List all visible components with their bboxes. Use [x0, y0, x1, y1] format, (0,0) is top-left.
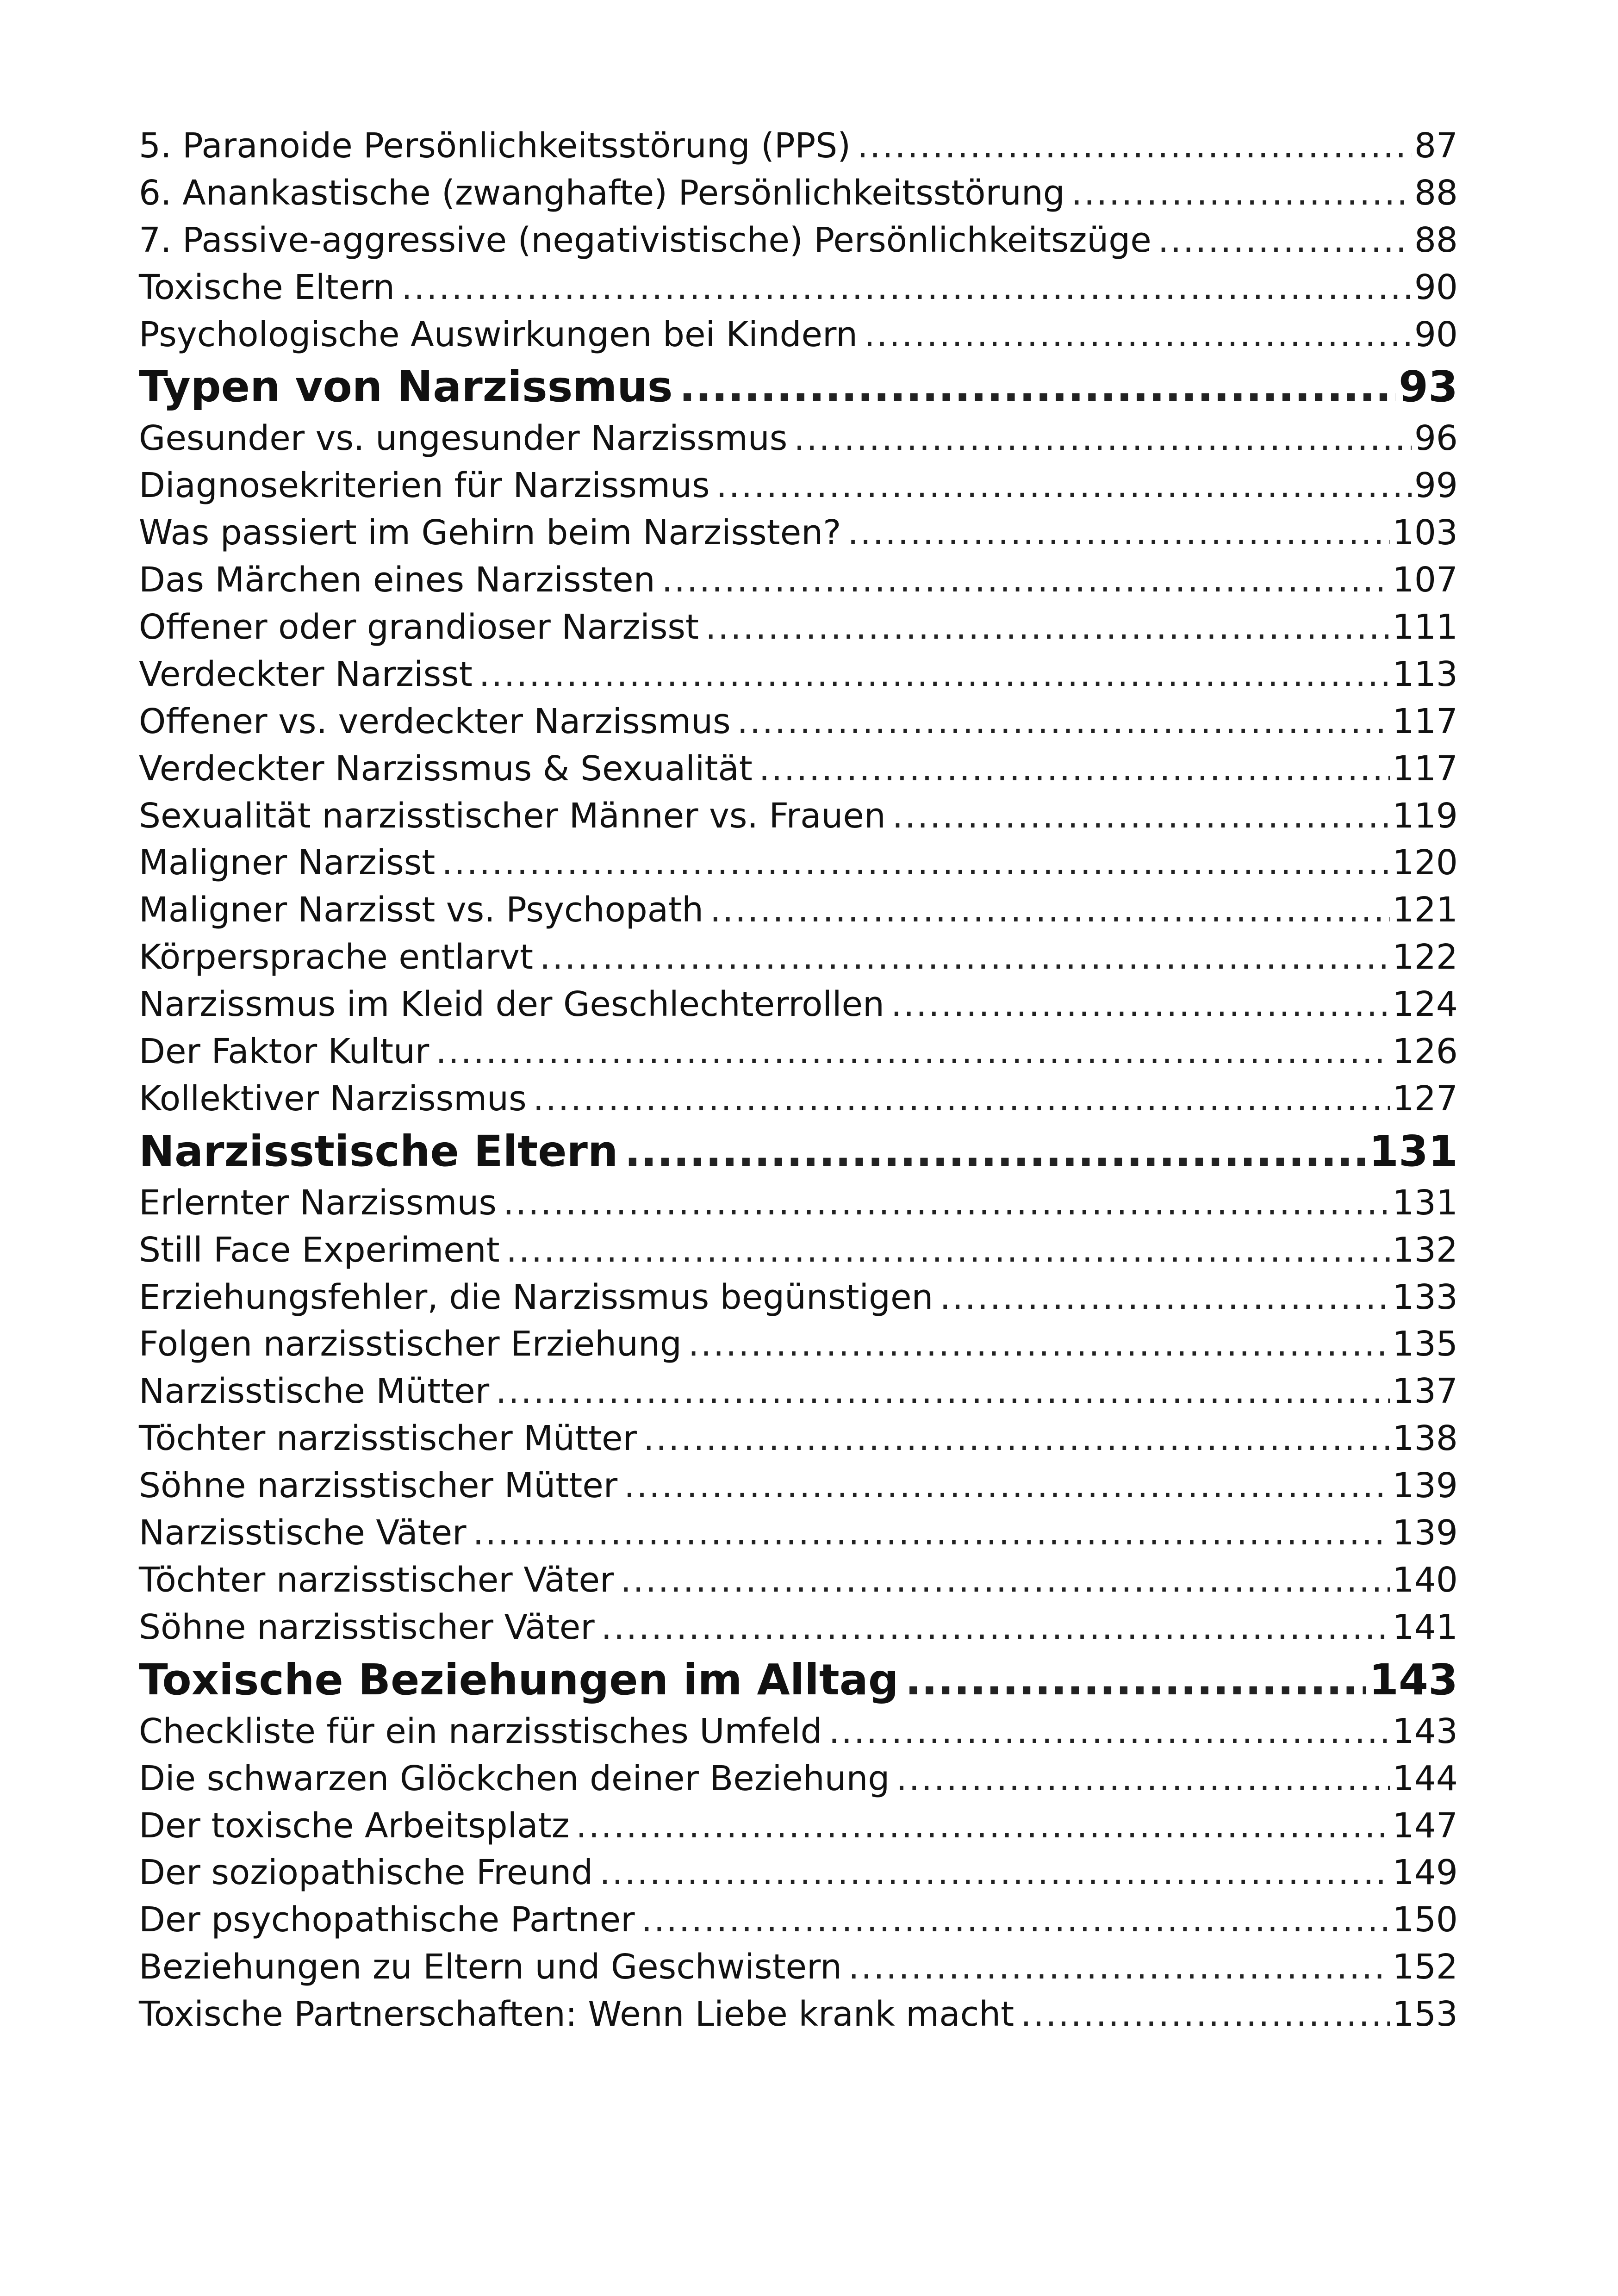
toc-entry: [139, 698, 1458, 746]
toc-dot-leader: [857, 123, 1412, 170]
toc-entry-page-number: 96: [1414, 418, 1458, 459]
toc-entry-page-number: 103: [1392, 513, 1458, 553]
toc-dot-leader: [679, 358, 1396, 415]
toc-entry-page-number: 140: [1392, 1560, 1458, 1600]
toc-entry-page-number: 137: [1392, 1371, 1458, 1412]
toc-entry-title: Maligner Narzisst: [139, 843, 436, 883]
toc-entry-title: Der Faktor Kultur: [139, 1032, 429, 1072]
toc-entry-title: Sexualität narzisstischer Männer vs. Frauen: [139, 796, 886, 836]
toc-dot-leader: [705, 604, 1390, 651]
toc-entry: [139, 170, 1458, 217]
toc-entry: [139, 981, 1458, 1028]
toc-entry-page-number: 147: [1392, 1805, 1458, 1846]
toc-entry-page-number: 117: [1392, 748, 1458, 789]
toc-entry-title: Narzisstische Väter: [139, 1513, 467, 1553]
toc-entry-title: Narzisstische Mütter: [139, 1371, 490, 1412]
toc-dot-leader: [620, 1557, 1389, 1604]
toc-entry-page-number: 88: [1414, 173, 1458, 213]
toc-entry-title: Still Face Experiment: [139, 1230, 500, 1270]
toc-entry-page-number: 144: [1392, 1758, 1458, 1798]
toc-dot-leader: [540, 934, 1390, 981]
toc-entry-title: 5. Paranoide Persönlichkeitsstörung (PPS): [139, 126, 851, 166]
toc-entry-title: Beziehungen zu Eltern und Geschwistern: [139, 1947, 842, 1987]
toc-dot-leader: [641, 1897, 1390, 1944]
toc-entry-page-number: 132: [1392, 1230, 1458, 1270]
toc-entry-page-number: 107: [1392, 560, 1458, 600]
toc-entry: [139, 1274, 1458, 1321]
toc-entry-title: Offener vs. verdeckter Narzissmus: [139, 701, 731, 741]
toc-entry-title: Toxische Partnerschaften: Wenn Liebe krank macht: [139, 1994, 1014, 2035]
toc-entry-title: Söhne narzisstischer Mütter: [139, 1466, 618, 1506]
toc-dot-leader: [716, 462, 1412, 510]
toc-entry: [139, 1803, 1458, 1850]
toc-entry-page-number: 126: [1392, 1032, 1458, 1072]
toc-dot-leader: [599, 1849, 1390, 1897]
toc-entry-page-number: 135: [1392, 1324, 1458, 1364]
toc-entry-page-number: 153: [1392, 1994, 1458, 2035]
toc-entry-page-number: 149: [1392, 1853, 1458, 1893]
toc-entry: [139, 415, 1458, 462]
toc-entry-page-number: 141: [1392, 1607, 1458, 1647]
toc-entry: [139, 1708, 1458, 1755]
toc-entry-title: 6. Anankastische (zwanghafte) Persönlichkeitsstörung: [139, 173, 1065, 213]
toc-dot-leader: [829, 1708, 1390, 1755]
toc-entry-title: 7. Passive-aggressive (negativistische) Persönlichkeitszüge: [139, 220, 1151, 260]
toc-dot-leader: [624, 1462, 1390, 1510]
toc-entry-page-number: 93: [1398, 362, 1458, 412]
toc-entry-page-number: 99: [1414, 466, 1458, 506]
toc-dot-leader: [496, 1368, 1390, 1415]
toc-dot-leader: [1021, 1991, 1390, 2038]
toc-entry-title: Typen von Narzissmus: [139, 362, 673, 412]
toc-dot-leader: [737, 698, 1390, 746]
toc-dot-leader: [847, 510, 1389, 557]
toc-entry-page-number: 150: [1392, 1900, 1458, 1940]
toc-dot-leader: [896, 1755, 1389, 1803]
toc-dot-leader: [759, 746, 1390, 793]
toc-entry-title: Der soziopathische Freund: [139, 1853, 593, 1893]
toc-entry: [139, 887, 1458, 934]
toc-entry: [139, 462, 1458, 510]
toc-entry-page-number: 117: [1392, 701, 1458, 741]
toc-entry-page-number: 87: [1414, 126, 1458, 166]
toc-entry: [139, 311, 1458, 359]
toc-entry: [139, 1944, 1458, 1991]
toc-chapter-heading: [139, 358, 1458, 415]
toc-entry-title: Das Märchen eines Narzissten: [139, 560, 655, 600]
toc-entry: [139, 557, 1458, 604]
toc-entry: [139, 1227, 1458, 1274]
toc-entry: [139, 1028, 1458, 1076]
toc-entry-page-number: 121: [1392, 890, 1458, 930]
toc-entry-title: Gesunder vs. ungesunder Narzissmus: [139, 418, 788, 459]
table-of-contents: [139, 123, 1458, 2038]
toc-entry: [139, 1604, 1458, 1651]
toc-entry-page-number: 90: [1414, 267, 1458, 307]
toc-entry: [139, 934, 1458, 981]
toc-entry-page-number: 111: [1392, 607, 1458, 647]
toc-entry-page-number: 88: [1414, 220, 1458, 260]
toc-entry: [139, 604, 1458, 651]
toc-dot-leader: [479, 651, 1390, 698]
toc-dot-leader: [401, 264, 1412, 311]
toc-entry-title: Checkliste für ein narzisstisches Umfeld: [139, 1711, 822, 1751]
toc-entry-page-number: 139: [1392, 1466, 1458, 1506]
toc-dot-leader: [533, 1076, 1390, 1123]
toc-entry-title: Toxische Eltern: [139, 267, 395, 307]
toc-entry-title: Verdeckter Narzisst: [139, 654, 473, 694]
toc-entry: [139, 1180, 1458, 1227]
toc-entry: [139, 217, 1458, 264]
toc-entry-title: Verdeckter Narzissmus & Sexualität: [139, 748, 753, 789]
toc-entry: [139, 1557, 1458, 1604]
toc-entry-page-number: 152: [1392, 1947, 1458, 1987]
toc-entry: [139, 1849, 1458, 1897]
toc-entry-title: Töchter narzisstischer Väter: [139, 1560, 614, 1600]
toc-dot-leader: [710, 887, 1390, 934]
toc-dot-leader: [506, 1227, 1390, 1274]
toc-entry-page-number: 131: [1369, 1126, 1458, 1176]
toc-entry: [139, 1415, 1458, 1462]
toc-entry-page-number: 131: [1392, 1182, 1458, 1223]
toc-entry-title: Folgen narzisstischer Erziehung: [139, 1324, 682, 1364]
toc-entry-page-number: 138: [1392, 1419, 1458, 1459]
toc-entry-page-number: 119: [1392, 796, 1458, 836]
toc-dot-leader: [794, 415, 1411, 462]
toc-dot-leader: [662, 557, 1390, 604]
toc-entry-page-number: 143: [1392, 1711, 1458, 1751]
toc-entry-page-number: 90: [1414, 314, 1458, 355]
toc-dot-leader: [436, 1028, 1389, 1076]
toc-dot-leader: [688, 1321, 1390, 1368]
toc-entry-title: Die schwarzen Glöckchen deiner Beziehung: [139, 1758, 890, 1798]
toc-dot-leader: [905, 1651, 1366, 1708]
toc-dot-leader: [576, 1803, 1389, 1850]
toc-entry: [139, 123, 1458, 170]
toc-entry: [139, 264, 1458, 311]
toc-dot-leader: [503, 1180, 1390, 1227]
toc-entry: [139, 746, 1458, 793]
toc-entry-page-number: 127: [1392, 1078, 1458, 1119]
toc-dot-leader: [940, 1274, 1389, 1321]
toc-dot-leader: [473, 1510, 1390, 1557]
toc-entry: [139, 1368, 1458, 1415]
toc-entry-title: Der toxische Arbeitsplatz: [139, 1805, 570, 1846]
toc-entry: [139, 651, 1458, 698]
toc-entry-title: Erlernter Narzissmus: [139, 1182, 497, 1223]
toc-entry-title: Töchter narzisstischer Mütter: [139, 1419, 637, 1459]
toc-entry-title: Was passiert im Gehirn beim Narzissten?: [139, 513, 841, 553]
toc-dot-leader: [1071, 170, 1412, 217]
toc-entry: [139, 510, 1458, 557]
toc-entry: [139, 793, 1458, 840]
toc-dot-leader: [643, 1415, 1390, 1462]
toc-dot-leader: [848, 1944, 1390, 1991]
toc-entry: [139, 1462, 1458, 1510]
toc-entry-page-number: 139: [1392, 1513, 1458, 1553]
toc-chapter-heading: [139, 1123, 1458, 1180]
toc-entry-title: Kollektiver Narzissmus: [139, 1078, 527, 1119]
toc-entry: [139, 1991, 1458, 2038]
toc-dot-leader: [624, 1123, 1366, 1180]
toc-entry-page-number: 143: [1369, 1655, 1458, 1705]
toc-dot-leader: [601, 1604, 1390, 1651]
toc-dot-leader: [864, 311, 1412, 359]
toc-entry-page-number: 113: [1392, 654, 1458, 694]
toc-entry-title: Diagnosekriterien für Narzissmus: [139, 466, 710, 506]
toc-entry: [139, 1897, 1458, 1944]
toc-entry-title: Der psychopathische Partner: [139, 1900, 635, 1940]
toc-entry-page-number: 122: [1392, 937, 1458, 977]
toc-entry-title: Narzissmus im Kleid der Geschlechterrollen: [139, 984, 884, 1025]
toc-dot-leader: [892, 793, 1390, 840]
toc-entry-title: Maligner Narzisst vs. Psychopath: [139, 890, 703, 930]
toc-entry-page-number: 124: [1392, 984, 1458, 1025]
toc-entry-page-number: 133: [1392, 1277, 1458, 1317]
toc-dot-leader: [442, 840, 1389, 887]
toc-dot-leader: [1158, 217, 1412, 264]
toc-entry-title: Psychologische Auswirkungen bei Kindern: [139, 314, 858, 355]
toc-chapter-heading: [139, 1651, 1458, 1708]
toc-entry-title: Söhne narzisstischer Väter: [139, 1607, 595, 1647]
toc-entry-title: Toxische Beziehungen im Alltag: [139, 1655, 899, 1705]
toc-entry-title: Körpersprache entlarvt: [139, 937, 533, 977]
toc-entry-title: Narzisstische Eltern: [139, 1126, 618, 1176]
toc-entry-title: Offener oder grandioser Narzisst: [139, 607, 699, 647]
toc-entry: [139, 1510, 1458, 1557]
toc-entry: [139, 1076, 1458, 1123]
toc-entry-page-number: 120: [1392, 843, 1458, 883]
toc-entry: [139, 1321, 1458, 1368]
toc-entry: [139, 1755, 1458, 1803]
toc-entry: [139, 840, 1458, 887]
toc-dot-leader: [891, 981, 1390, 1028]
toc-entry-title: Erziehungsfehler, die Narzissmus begünstigen: [139, 1277, 933, 1317]
